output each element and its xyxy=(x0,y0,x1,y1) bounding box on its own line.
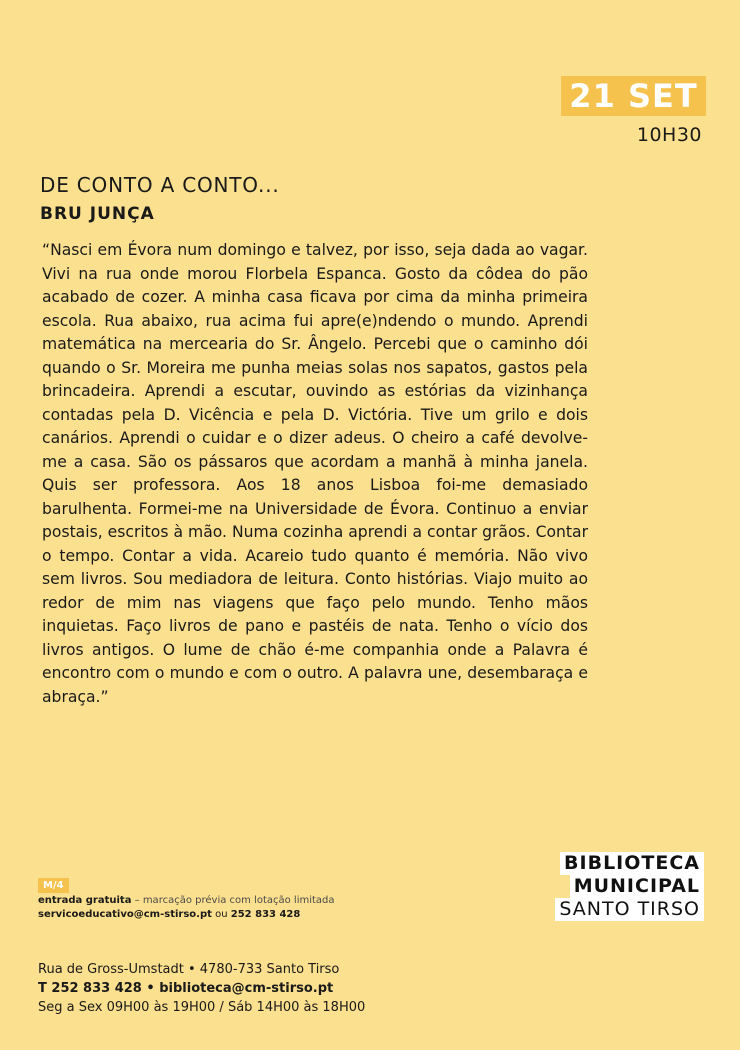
age-rating-badge: M/4 xyxy=(38,878,69,893)
entry-booking-note: – marcação prévia com lotação limitada xyxy=(134,895,335,906)
event-date: 21 SET xyxy=(561,76,706,116)
booking-email[interactable]: servicoeducativo@cm-stirso.pt xyxy=(38,909,212,920)
entry-free-label: entrada gratuita xyxy=(38,895,132,906)
library-logo xyxy=(555,852,704,921)
booking-phone[interactable]: 252 833 428 xyxy=(230,909,301,920)
library-address-block xyxy=(38,960,365,1017)
entry-info xyxy=(38,894,335,908)
author-bio-text: “Nasci em Évora num domingo e talvez, por isso, seja dada ao vagar. Vivi na rua onde morou Florbela Espanca. Gosto da côdea do pão acabado de cozer. A minha casa ficava por cima da minha primeira escola. Rua abaixo, rua acima fui apre(e)ndendo o mundo. Aprendi matemática na mercearia do Sr. Ângelo. Percebi que o caminho dói quando o Sr. Moreira me punha meias solas nos sapatos, gastos pela brincadeira. Aprendi a escutar, ouvindo as estórias da vizinhança contadas pela D. Vicência e pela D. Victória. Tive um grilo e dois canários. Aprendi o cuidar e o dizer adeus. O cheiro a café devolve-me a casa. São os pássaros que acordam a manhã à minha janela. Quis ser professora. Aos 18 anos Lisboa foi-me demasiado barulhenta. Formei-me na Universidade de Évora. Continuo a enviar postais, escritos à mão. Numa cozinha aprendi a contar grãos. Contar o tempo. Contar a vida. Acareio tudo quanto é memória. Não vivo sem livros. Sou mediadora de leitura. Conto histórias. Viajo muito ao redor de mim nas viagens que faço pelo mundo. Tenho mãos inquietas. Faço livros de pano e pastéis de nata. Tenho o vício dos livros antigos. O lume de chão é-me companhia onde a Palavra é encontro com o mundo e com o outro. A palavra une, desembaraça e abraça.” xyxy=(42,241,588,706)
booking-contact xyxy=(38,908,300,922)
library-logo-line1: BIBLIOTECA xyxy=(560,852,704,875)
library-street: Rua de Gross-Umstadt • 4780-733 Santo Tirso xyxy=(38,962,340,977)
event-time: 10H30 xyxy=(636,124,702,146)
booking-or: ou xyxy=(215,909,228,920)
library-logo-line3: SANTO TIRSO xyxy=(555,898,704,921)
event-title: DE CONTO A CONTO... xyxy=(40,173,280,197)
library-logo-line2: MUNICIPAL xyxy=(570,875,704,898)
event-author: BRU JUNÇA xyxy=(40,204,155,224)
library-hours: Seg a Sex 09H00 às 19H00 / Sáb 14H00 às 18H00 xyxy=(38,1000,366,1015)
library-contacts: T 252 833 428 • biblioteca@cm-stirso.pt xyxy=(38,981,334,996)
